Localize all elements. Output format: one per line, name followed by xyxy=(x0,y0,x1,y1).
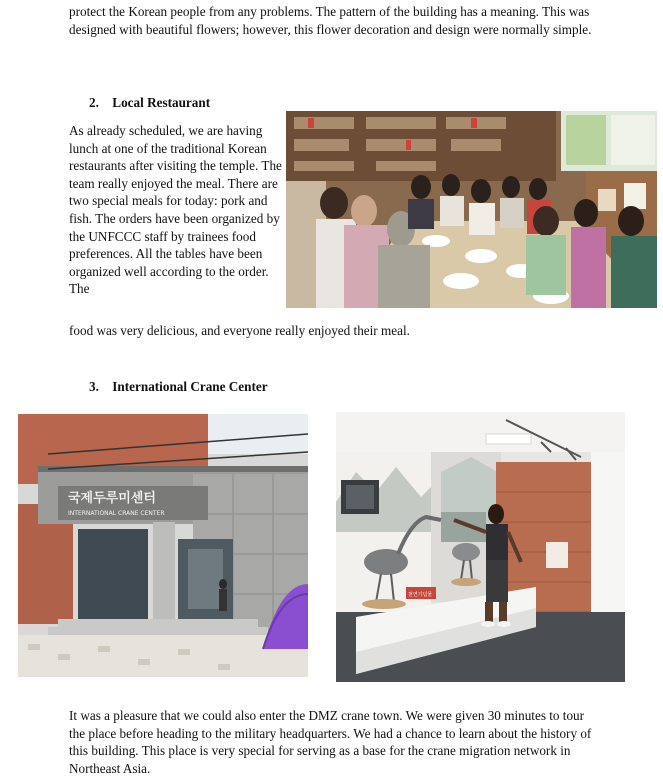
crane-center-paragraph: It was a pleasure that we could also enter the DMZ crane town. We were given 30 minutes to tour the place before heading to the military headquarters. We had a chance to learn about the history of this building. This place is very special for serving as a base for the crane migration network in Northeast Asia. xyxy=(69,708,592,776)
section-title: Local Restaurant xyxy=(112,95,211,110)
building-sign-english: INTERNATIONAL CRANE CENTER xyxy=(68,510,165,517)
restaurant-paragraph: As already scheduled, we are having lunch at one of the traditional Korean restaurants after visiting the temple. The team really enjoyed the meal. There are two special meals for today: pork and fish. The orders have been organized by the UNFCCC staff by trainees food preferences. All the tables have been organized well according to the order. The xyxy=(69,123,282,297)
crane-center-building-photo xyxy=(18,414,308,677)
building-sign-korean: 국제두루미센터 xyxy=(68,491,156,506)
section-heading-crane-center xyxy=(89,378,268,396)
restaurant-photo xyxy=(286,111,657,308)
intro-paragraph: protect the Korean people from any problems. The pattern of the building has a meaning. This was designed with beautiful flowers; however, this flower decoration and design were normally simple. xyxy=(69,4,592,37)
restaurant-paragraph-continued: food was very delicious, and everyone really enjoyed their meal. xyxy=(69,323,410,338)
section-title: International Crane Center xyxy=(112,379,268,394)
section-number: 2. xyxy=(89,95,99,110)
section-heading-local-restaurant xyxy=(89,94,210,112)
section-number: 3. xyxy=(89,379,99,394)
crane-exhibit-photo xyxy=(336,412,625,682)
exhibit-sign: 천연기념물 xyxy=(408,592,433,598)
